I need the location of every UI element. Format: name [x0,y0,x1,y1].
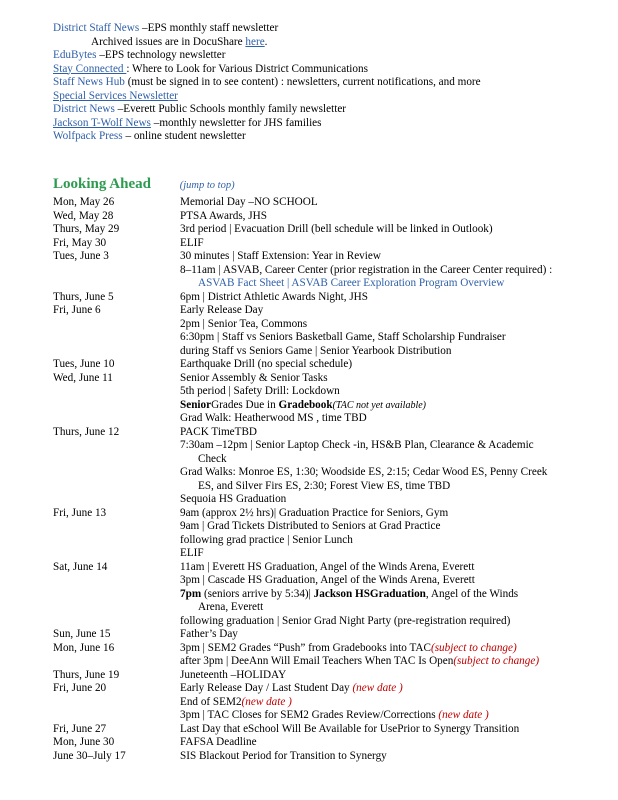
event-line [180,493,613,507]
event-text: during Staff vs Seniors Game | Senior Yearbook Distribution [180,344,452,357]
event-text: 7pm [180,587,202,600]
event-text: 8–11am | ASVAB, Career Center (prior registration in the Career Center required) : [180,263,553,276]
event-text: 30 minutes | Staff Extension: Year in Review [180,250,381,262]
newsletter-row [53,90,613,104]
event-text: Senior Assembly & Senior Tasks [180,371,328,384]
event-lines [180,196,613,210]
event-line [180,466,613,480]
event-row [53,426,613,507]
event-line [180,480,613,494]
event-date: Fri, June 13 [53,506,107,519]
event-row [53,669,613,683]
event-lines [180,736,613,750]
event-line [180,318,613,332]
event-date: Fri, June 27 [53,722,107,735]
event-text: SIS Blackout Period for Transition to Synergy [180,749,387,762]
event-text: 6:30pm | Staff vs Seniors Basketball Game, Staff Scholarship Fundraiser [180,331,506,343]
newsletter-link[interactable]: Stay Connected [53,62,127,75]
change-note: (new date ) [241,695,292,708]
event-date: Thurs, June 12 [53,425,120,438]
event-text: ES, and Silver Firs ES, 2:30; Forest View ES, time TBD [198,479,451,492]
newsletter-link[interactable]: Special Services Newsletter [53,89,178,102]
event-text: 6pm | District Athletic Awards Night, JHS [180,290,368,303]
event-text: 3pm | TAC Closes for SEM2 Grades Review/Corrections [180,709,439,721]
event-line [180,615,613,629]
event-line [180,655,613,669]
event-line [180,561,613,575]
event-text: , Angel of the Winds [425,587,519,600]
event-text: 9am (approx 2½ hrs)| Graduation Practice for Seniors, Gym [180,506,449,519]
event-row [53,682,613,723]
event-lines [180,628,613,642]
event-line [180,426,613,440]
event-date: Sun, June 15 [53,628,111,640]
event-lines [180,669,613,683]
newsletter-links [53,22,613,144]
section-header [53,176,235,196]
newsletter-row [53,63,613,77]
newsletter-link[interactable]: here [245,35,265,48]
event-text: ELIF [180,547,204,559]
event-date: Thurs, June 5 [53,290,114,303]
change-note: (subject to change) [453,655,540,667]
event-text: Earthquake Drill (no special schedule) [180,358,353,370]
event-row [53,507,613,561]
event-text: Senior [180,398,212,411]
event-text: 5th period | Safety Drill: Lockdown [180,385,340,397]
newsletter-row [53,22,613,36]
event-date: Wed, June 11 [53,371,113,384]
event-text: Father’s Day [180,628,238,640]
event-line [180,547,613,561]
event-date: Sat, June 14 [53,560,108,573]
event-row [53,223,613,237]
event-row [53,723,613,737]
event-line [180,331,613,345]
event-text: Early Release Day [180,304,264,316]
newsletter-description: : Where to Look for Various District Communications [126,62,368,75]
event-line [180,750,613,764]
event-text: 7:30am –12pm | Senior Laptop Check -in, HS&B Plan, Clearance & Academic [180,439,534,451]
event-date: Mon, May 26 [53,196,115,208]
event-date: Thurs, June 19 [53,668,120,681]
event-text: Juneteenth –HOLIDAY [180,668,287,681]
event-lines [180,223,613,237]
event-text: Gradebook [278,398,333,411]
event-text: ASVAB Fact Sheet | ASVAB Career Exploration Program Overview [198,277,505,289]
event-lines [180,358,613,372]
event-row [53,750,613,764]
event-text: Grad Walks: Monroe ES, 1:30; Woodside ES, 2:15; Cedar Wood ES, Penny Creek [180,466,548,478]
event-line [180,723,613,737]
event-text: after 3pm | DeeAnn Will Email Teachers When TAC Is Open [180,655,454,667]
event-text: 3pm | SEM2 Grades “Push” from Gradebooks into TAC [180,641,431,654]
newsletter-link[interactable]: EduBytes [53,49,97,61]
jump-to-top-link[interactable]: (jump to top) [179,180,235,191]
newsletter-row [53,36,613,50]
event-line [180,223,613,237]
event-text: following graduation | Senior Grad Night Party (pre-registration required) [180,614,511,627]
event-line [180,574,613,588]
event-text: PTSA Awards, JHS [180,209,267,222]
event-text: FAFSA Deadline [180,736,257,748]
event-text: Memorial Day –NO SCHOOL [180,196,318,208]
event-date: Thurs, May 29 [53,223,120,235]
event-row [53,561,613,629]
newsletter-description: (must be signed in to see content) : newsletters, current notifications, and more [124,76,481,88]
newsletter-link[interactable]: District News [53,103,115,115]
event-line [180,669,613,683]
newsletter-description: . [264,35,268,48]
event-text: 2pm | Senior Tea, Commons [180,317,308,330]
event-line [180,696,613,710]
event-text: Check [198,452,227,465]
event-date: Tues, June 10 [53,358,115,370]
event-lines [180,561,613,629]
newsletter-row [53,130,613,144]
event-date: Fri, May 30 [53,236,107,249]
event-row [53,196,613,210]
event-lines [180,304,613,358]
event-line [180,237,613,251]
event-line [180,439,613,453]
event-date: Tues, June 3 [53,250,109,262]
newsletter-description: – online student newsletter [122,130,246,142]
event-text: PACK TimeTBD [180,425,257,438]
event-date: Wed, May 28 [53,209,114,222]
event-line [180,358,613,372]
event-text: (TAC not yet available) [332,399,426,411]
event-row [53,237,613,251]
newsletter-link[interactable]: Wolfpack Press [53,130,123,142]
event-text: Jackson HSGraduation [313,587,426,600]
change-note: (new date ) [352,682,403,694]
event-line [180,385,613,399]
event-row [53,358,613,372]
event-lines [180,237,613,251]
event-line [180,520,613,534]
event-line [180,412,613,426]
change-note: (subject to change) [430,641,517,654]
archive-text: Archived issues are in DocuShare [91,35,246,48]
event-line [180,601,613,615]
event-row [53,304,613,358]
event-line [180,210,613,224]
newsletter-row [53,117,613,131]
event-date: June 30–July 17 [53,749,126,762]
event-line [180,453,613,467]
event-line [180,250,613,264]
event-text: 11am | Everett HS Graduation, Angel of the Winds Arena, Everett [180,560,475,573]
event-row [53,628,613,642]
event-line [180,709,613,723]
event-row [53,736,613,750]
event-text: Arena, Everett [198,601,264,613]
event-text: Early Release Day / Last Student Day [180,682,353,694]
event-line [180,642,613,656]
event-lines [180,750,613,764]
event-lines [180,291,613,305]
section-title: Looking Ahead [53,176,151,192]
event-line [180,588,613,602]
event-date: Fri, June 6 [53,304,101,316]
event-text: Sequoia HS Graduation [180,493,287,505]
resource-links[interactable] [180,277,613,291]
event-lines [180,210,613,224]
event-line [180,628,613,642]
event-line [180,534,613,548]
event-date: Mon, June 16 [53,641,115,654]
events-list [53,196,613,763]
event-date: Fri, June 20 [53,682,107,694]
newsletter-description: –Everett Public Schools monthly family newsletter [114,103,347,115]
event-text: following grad practice | Senior Lunch [180,533,353,546]
newsletter-row [53,76,613,90]
event-row [53,642,613,669]
event-text: Last Day that eSchool Will Be Available for UsePrior to Synergy Transition [180,722,520,735]
newsletter-description: –EPS monthly staff newsletter [139,22,279,34]
event-line [180,345,613,359]
event-row [53,291,613,305]
newsletter-row [53,49,613,63]
event-text: ELIF [180,236,204,249]
event-text: 3rd period | Evacuation Drill (bell schedule will be linked in Outlook) [180,223,493,235]
newsletter-description: –EPS technology newsletter [96,49,226,61]
event-lines [180,682,613,723]
event-lines [180,426,613,507]
event-row [53,372,613,426]
event-lines [180,250,613,291]
event-line [180,291,613,305]
event-lines [180,642,613,669]
newsletter-row [53,103,613,117]
event-text: End of SEM2 [180,695,242,708]
event-date: Mon, June 30 [53,736,115,748]
newsletter-description: –monthly newsletter for JHS families [150,116,322,129]
event-line [180,196,613,210]
event-text: 3pm | Cascade HS Graduation, Angel of the Winds Arena, Everett [180,574,475,586]
event-line [180,264,613,278]
event-lines [180,723,613,737]
event-text: Grades Due in [211,398,279,411]
event-row [53,210,613,224]
event-line [180,399,613,413]
event-text: 9am | Grad Tickets Distributed to Seniors at Grad Practice [180,520,441,532]
event-lines [180,507,613,561]
event-line [180,736,613,750]
event-row [53,250,613,291]
event-text: (seniors arrive by 5:34)| [201,587,314,600]
event-text: Grad Walk: Heatherwood MS , time TBD [180,412,367,424]
event-line [180,304,613,318]
event-lines [180,372,613,426]
change-note: (new date ) [438,709,489,721]
event-line [180,372,613,386]
newsletter-link[interactable]: Staff News Hub [53,76,125,88]
event-line [180,507,613,521]
newsletter-link[interactable]: District Staff News [53,22,140,34]
event-line [180,682,613,696]
newsletter-link[interactable]: Jackson T-Wolf News [53,116,151,129]
